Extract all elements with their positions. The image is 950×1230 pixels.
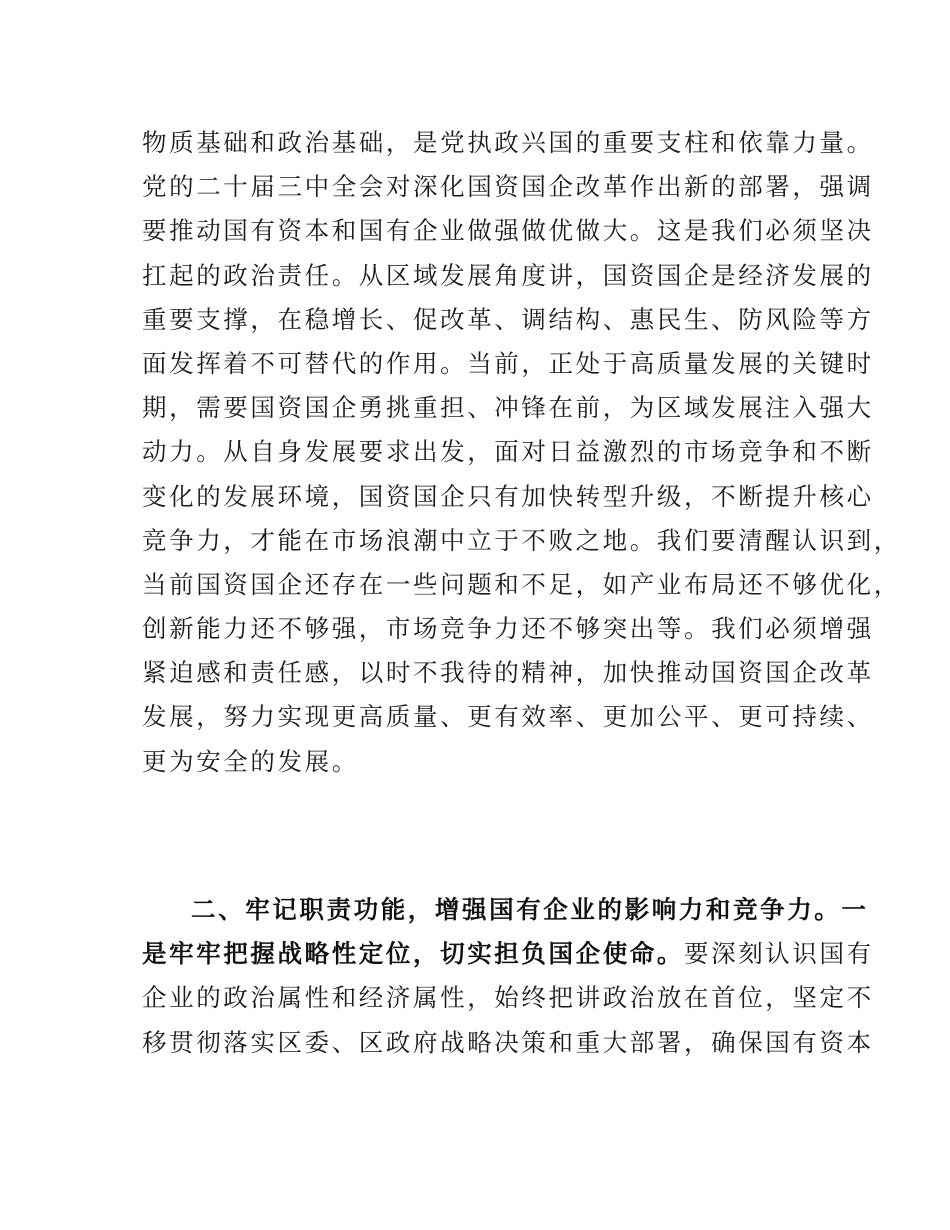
paragraph-2 <box>142 888 874 1065</box>
text-line: 更为安全的发展。 <box>142 746 359 776</box>
text-line: 物质基础和政治基础，是党执政兴国的重要支柱和依靠力量。 <box>142 128 874 157</box>
text-line: 扛起的政治责任。从区域发展角度讲，国资国企是经济发展的 <box>142 260 874 290</box>
subsection-heading: 是牢牢把握战略性定位，切实担负国企使命。 <box>142 939 684 969</box>
text-line: 动力。从自身发展要求出发，面对日益激烈的市场竞争和不断 <box>142 437 874 467</box>
text-line: 企业的政治属性和经济属性，始终把讲政治放在首位，坚定不 <box>142 983 874 1013</box>
text-line: 期，需要国资国企勇挑重担、冲锋在前，为区域发展注入强大 <box>142 393 874 423</box>
body-text: 要深刻认识国有 <box>684 939 874 969</box>
text-line: 创新能力还不够强，市场竞争力还不够突出等。我们必须增强 <box>142 614 874 644</box>
text-line: 竞争力，才能在市场浪潮中立于不败之地。我们要清醒认识到， <box>142 525 901 555</box>
text-line: 当前国资国企还存在一些问题和不足，如产业布局还不够优化， <box>142 569 901 599</box>
section-heading-line <box>142 888 874 932</box>
text-line: 紧迫感和责任感，以时不我待的精神，加快推动国资国企改革 <box>142 658 874 688</box>
text-line: 面发挥着不可替代的作用。当前，正处于高质量发展的关键时 <box>142 348 874 378</box>
text-line: 要推动国有资本和国有企业做强做优做大。这是我们必须坚决 <box>142 216 874 246</box>
text-line: 移贯彻落实区委、区政府战略决策和重大部署，确保国有资本 <box>142 1027 874 1057</box>
text-line: 党的二十届三中全会对深化国资国企改革作出新的部署，强调 <box>142 172 874 202</box>
text-line <box>142 932 874 976</box>
text-line: 重要支撑，在稳增长、促改革、调结构、惠民生、防风险等方 <box>142 304 874 334</box>
paragraph-1 <box>142 121 901 784</box>
text-line: 发展，努力实现更高质量、更有效率、更加公平、更可持续、 <box>142 702 874 732</box>
text-line: 变化的发展环境，国资国企只有加快转型升级，不断提升核心 <box>142 481 874 511</box>
section-heading: 二、牢记职责功能，增强国有企业的影响力和竞争力。一 <box>191 895 869 924</box>
